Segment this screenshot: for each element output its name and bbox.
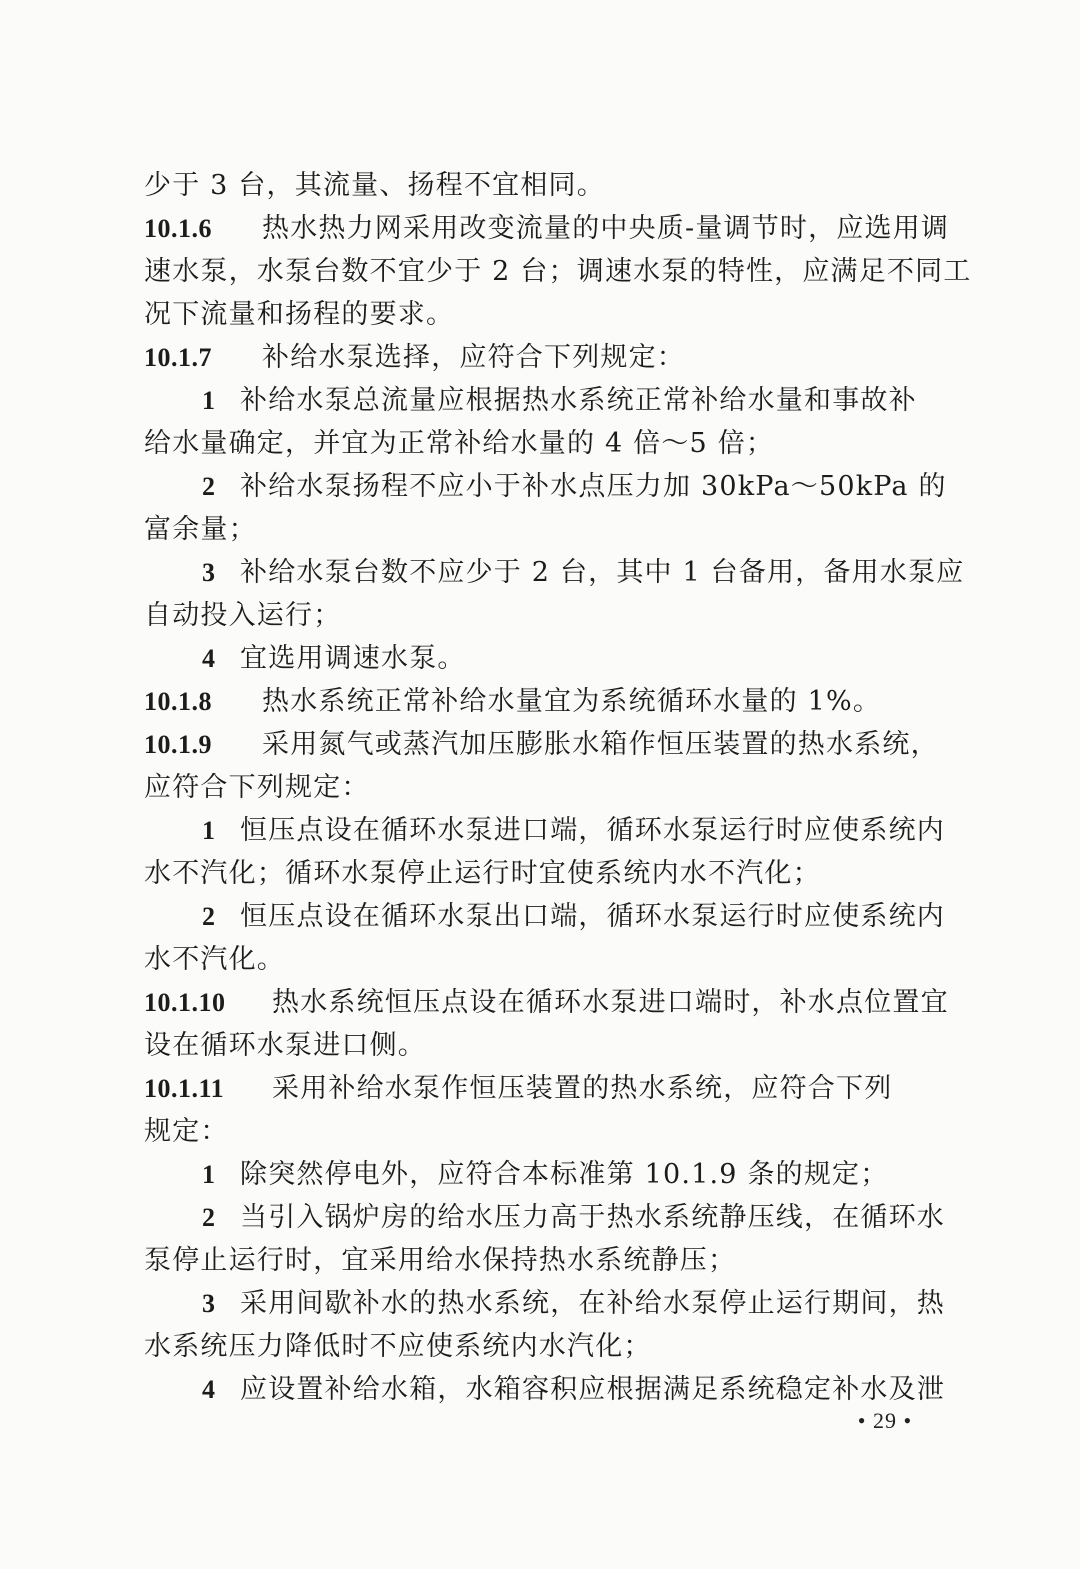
list-item-line: [144, 379, 952, 422]
list-item-line: [144, 809, 952, 852]
item-text: 恒压点设在循环水泵进口端，循环水泵运行时应使系统内: [240, 815, 945, 846]
list-item-line: [144, 465, 952, 508]
item-text: 采用间歇补水的热水系统，在补给水泵停止运行期间，热: [240, 1288, 945, 1319]
clause-line: [144, 981, 952, 1024]
continuation-line: 设在循环水泵进口侧。: [144, 1030, 426, 1061]
continuation-line: 泵停止运行时，宜采用给水保持热水系统静压；: [144, 1245, 737, 1276]
continuation-line: 水不汽化；循环水泵停止运行时宜使系统内水不汽化；: [144, 858, 821, 889]
clause-text: 补给水泵选择，应符合下列规定：: [262, 342, 685, 373]
clause-number: 10.1.7: [144, 343, 212, 372]
continuation-line: 速水泵，水泵台数不宜少于 2 台；调速水泵的特性，应满足不同工: [144, 256, 972, 287]
list-item-line: [144, 637, 952, 680]
list-item-line: [144, 895, 952, 938]
continuation-line: 少于 3 台，其流量、扬程不宜相同。: [144, 170, 605, 201]
list-item-line: [144, 1153, 952, 1196]
item-text: 应设置补给水箱，水箱容积应根据满足系统稳定补水及泄: [240, 1374, 945, 1405]
clause-number: 10.1.10: [144, 988, 226, 1017]
item-number: 2: [202, 472, 217, 501]
list-item-line: [144, 1368, 952, 1411]
clause-line: [144, 336, 952, 379]
list-item-line: [144, 1196, 952, 1239]
clause-text: 热水系统正常补给水量宜为系统循环水量的 1%。: [262, 686, 882, 717]
item-text: 补给水泵扬程不应小于补水点压力加 30kPa～50kPa 的: [240, 471, 947, 502]
clause-number: 10.1.11: [144, 1074, 225, 1103]
clause-text: 采用氮气或蒸汽加压膨胀水箱作恒压装置的热水系统，: [262, 729, 939, 760]
clause-number: 10.1.8: [144, 687, 212, 716]
item-text: 宜选用调速水泵。: [240, 643, 466, 674]
continuation-line: 况下流量和扬程的要求。: [144, 299, 455, 330]
continuation-line: 规定：: [144, 1116, 229, 1147]
clause-text: 热水热力网采用改变流量的中央质-量调节时，应选用调: [262, 213, 950, 244]
continuation-line: 水系统压力降低时不应使系统内水汽化；: [144, 1331, 652, 1362]
clause-line: [144, 723, 952, 766]
list-item-line: [144, 1282, 952, 1325]
continuation-line: 自动投入运行；: [144, 600, 342, 631]
item-number: 1: [202, 1160, 217, 1189]
item-number: 2: [202, 1203, 217, 1232]
clause-line: [144, 1067, 952, 1110]
continuation-line: 应符合下列规定：: [144, 772, 370, 803]
clause-number: 10.1.9: [144, 730, 212, 759]
list-item-line: [144, 551, 965, 594]
item-text: 除突然停电外，应符合本标准第 10.1.9 条的规定；: [240, 1159, 889, 1190]
page-number: • 29 •: [857, 1408, 913, 1433]
clause-text: 采用补给水泵作恒压装置的热水系统，应符合下列: [272, 1073, 893, 1104]
item-text: 补给水泵总流量应根据热水系统正常补给水量和事故补: [240, 385, 917, 416]
clause-line: [144, 207, 952, 250]
item-number: 1: [202, 386, 217, 415]
item-text: 恒压点设在循环水泵出口端，循环水泵运行时应使系统内: [240, 901, 945, 932]
item-number: 4: [202, 644, 217, 673]
continuation-line: 给水量确定，并宜为正常补给水量的 4 倍～5 倍；: [144, 428, 775, 459]
item-number: 4: [202, 1375, 217, 1404]
clause-line: [144, 680, 952, 723]
item-number: 3: [202, 1289, 217, 1318]
item-text: 补给水泵台数不应少于 2 台，其中 1 台备用，备用水泵应: [240, 557, 965, 588]
item-number: 2: [202, 902, 217, 931]
item-number: 1: [202, 816, 217, 845]
clause-number: 10.1.6: [144, 214, 212, 243]
item-number: 3: [202, 558, 217, 587]
continuation-line: 富余量；: [144, 514, 257, 545]
continuation-line: 水不汽化。: [144, 944, 285, 975]
clause-text: 热水系统恒压点设在循环水泵进口端时，补水点位置宜: [272, 987, 949, 1018]
item-text: 当引入锅炉房的给水压力高于热水系统静压线，在循环水: [240, 1202, 945, 1233]
document-body: [144, 164, 972, 1411]
